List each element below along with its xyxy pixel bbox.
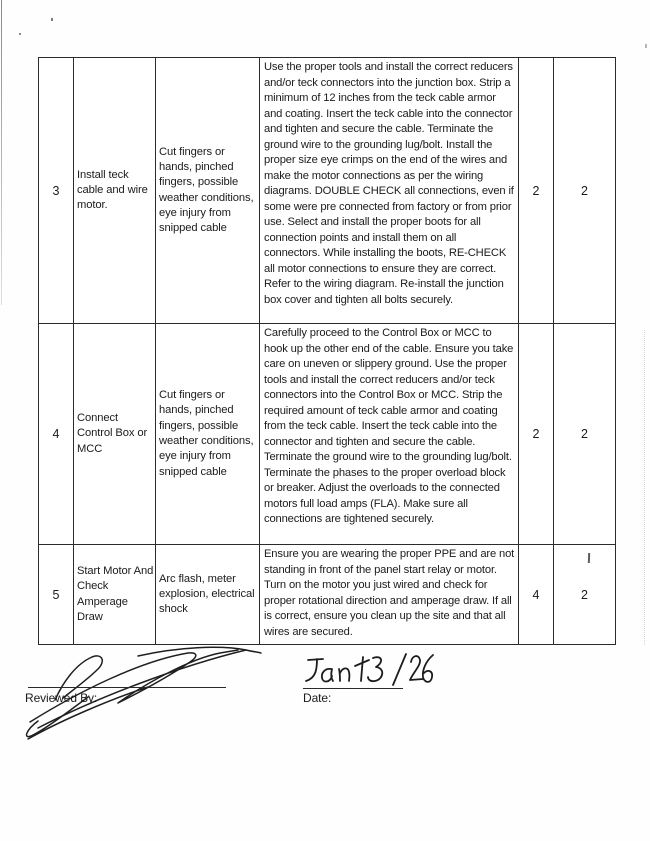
scan-speck (645, 44, 647, 48)
score-cell-1: 2 (519, 58, 554, 324)
score-cell-2: 2 (554, 58, 615, 324)
procedure-table (38, 57, 616, 645)
procedure-cell: Use the proper tools and install the correct reducers and/or teck connectors into the junction box. Strip a minimum of 12 inches from the teck cable armor and coating. Insert the teck cable into the connector and tighten and secure the cable. Terminate the ground wire to the grounding lug/bolt. Install the proper size eye crimps on the end of the wires and make the motor connections as per the wiring diagrams. DOUBLE CHECK all connections, even if some were pre connected from factory or from prior use. Select and install the proper boots for all connection points and install them on all connectors. While installing the boots, RE-CHECK all motor connections to ensure they are correct. Refer to the wiring diagram. Re-install the junction box cover and tighten all bolts securely. (260, 58, 519, 324)
task-text: Install teck cable and wire motor. (77, 168, 148, 212)
procedure-cell: Carefully proceed to the Control Box or MCC to hook up the other end of the cable. Ensure you take care on uneven or slippery ground. Use the proper tools and install the correct reducers and/or teck connectors into the Control Box or MCC. Strip the required amount of teck cable armor and coating from the teck cable. Insert the teck cable into the connector and tighten and secure the cable. Terminate the ground wire to the grounding lug/bolt. Terminate the phases to the proper overload block or breaker. Adjust the overloads to the connected motors full load amps (FLA). Make sure all connections are tightened securely. (260, 324, 519, 545)
task-cell (74, 545, 156, 644)
task-text: Start Motor And Check Amperage Draw (77, 564, 154, 623)
date-underline (303, 688, 403, 689)
scan-speck (51, 18, 53, 21)
reviewed-by-underline (28, 687, 226, 688)
scan-edge-artifact (1, 0, 2, 305)
score-cell-1: 2 (519, 324, 554, 545)
hazard-cell (156, 324, 260, 545)
hazard-cell (156, 545, 260, 644)
score-cell-2: 2 (554, 324, 615, 545)
scan-dotted-artifact (644, 330, 645, 645)
hazard-text: Cut fingers or hands, pinched fingers, possible weather conditions, eye injury from snipped cable (159, 145, 254, 235)
task-cell (74, 58, 156, 324)
scan-speck (19, 33, 21, 35)
procedure-cell: Ensure you are wearing the proper PPE and are not standing in front of the panel start relay or motor. Turn on the motor you just wired and check for proper rotational direction and amperage draw. If all is correct, ensure you clean up the site and that all wires are secured. (260, 545, 519, 644)
score-cell-1: 4 (519, 545, 554, 644)
reviewed-by-label: Reviewed By: (25, 691, 98, 705)
task-cell (74, 324, 156, 545)
handwritten-date (300, 648, 445, 693)
date-label: Date: (303, 691, 332, 705)
task-text: Connect Control Box or MCC (77, 412, 148, 455)
step-number-cell: 4 (39, 324, 74, 545)
step-number-cell: 5 (39, 545, 74, 644)
score-cell-2: 2 (581, 587, 588, 602)
step-number-cell: 3 (39, 58, 74, 324)
hazard-text: Cut fingers or hands, pinched fingers, possible weather conditions, eye injury from snipped cable (159, 389, 254, 478)
hazard-cell (156, 58, 260, 324)
hazard-text: Arc flash, meter explosion, electrical shock (159, 572, 255, 616)
